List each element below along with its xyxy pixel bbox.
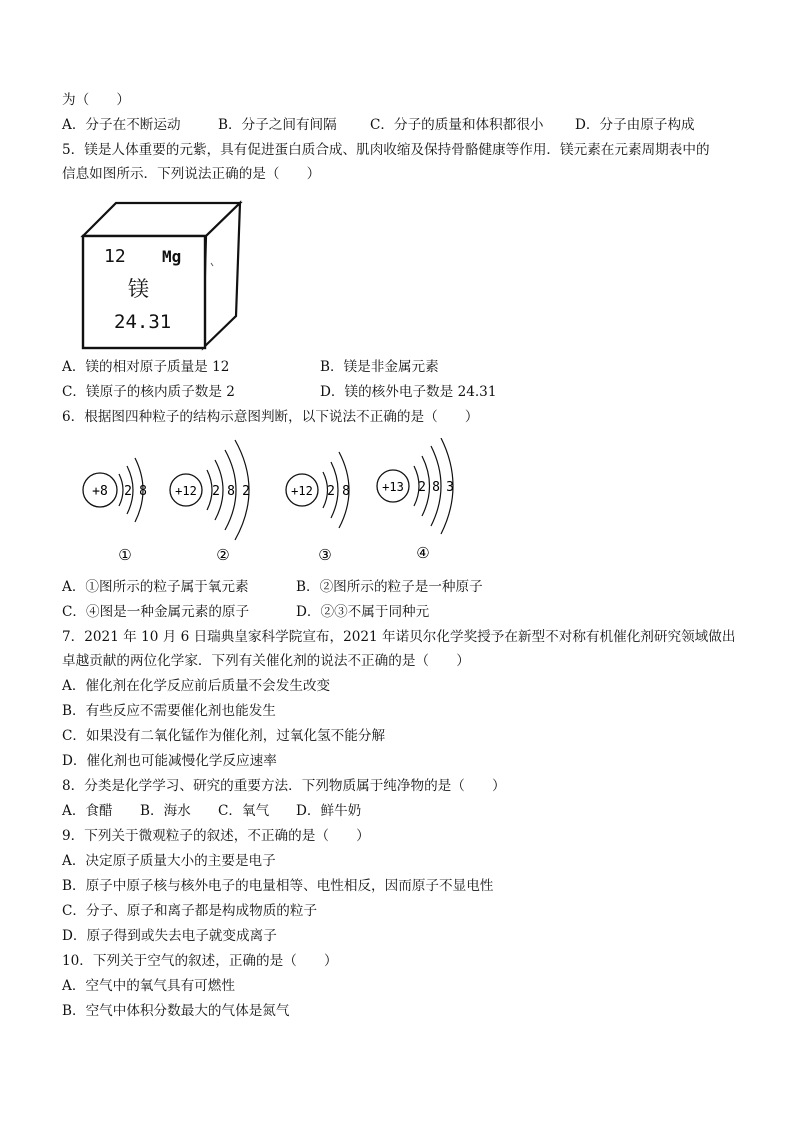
particle-2-shell-3: 2 (242, 484, 250, 499)
particle-1-shell-2: 8 (139, 484, 147, 499)
q7-option-a: A．催化剂在化学反应前后质量不会发生改变 (62, 678, 331, 694)
particle-3-nucleus: +12 (291, 484, 313, 498)
particle-1-label: ① (118, 546, 132, 564)
particle-2-nucleus: +12 (175, 484, 197, 498)
q6-option-b: B．②图所示的粒子是一种原子 (296, 579, 483, 595)
particle-4-nucleus: +13 (382, 480, 404, 494)
element-symbol: Mg (162, 247, 182, 266)
q8-option-c: C．氧气 (218, 803, 270, 819)
particle-1-diagram (83, 458, 147, 564)
q10-option-b: B．空气中体积分数最大的气体是氮气 (62, 1003, 290, 1019)
particle-2-label: ② (216, 546, 230, 564)
particle-3-label: ③ (318, 546, 332, 564)
particle-3-diagram (286, 452, 350, 564)
q7-stem-line2: 卓越贡献的两位化学家．下列有关催化剂的说法不正确的是（ ） (62, 653, 470, 669)
particle-4-label: ④ (416, 544, 430, 562)
particle-1-shell-1: 2 (124, 484, 132, 499)
particle-2-shell-1: 2 (212, 484, 220, 499)
q6-stem: 6．根据图四种粒子的结构示意图判断，以下说法不正确的是（ ） (62, 409, 479, 425)
particle-4-shell-3: 3 (446, 480, 454, 495)
q5-stem-line1: 5．镁是人体重要的元紫，具有促进蛋白质合成、肌肉收缩及保持骨骼健康等作用．镁元素在元素周期表中的 (62, 142, 710, 158)
q10-stem: 10．下列关于空气的叙述，正确的是（ ） (62, 953, 338, 969)
q7-option-b: B．有些反应不需要催化剂也能发生 (62, 703, 276, 719)
particle-3-shell-1: 2 (327, 484, 335, 499)
atomic-structure-diagrams (75, 438, 495, 568)
q8-option-a: A．食醋 (62, 803, 113, 819)
q4-stem-tail: 为（ ） (62, 92, 130, 108)
q4-option-d: D．分子由原子构成 (575, 117, 695, 133)
element-atomic-mass: 24.31 (114, 311, 172, 333)
q8-option-d: D．鲜牛奶 (296, 803, 362, 819)
q4-option-a: A．分子在不断运动 (62, 117, 181, 133)
particle-4-diagram (377, 438, 454, 562)
element-card-figure (78, 198, 248, 353)
q9-option-a: A．决定原子质量大小的主要是电子 (62, 853, 276, 869)
particle-1-nucleus: +8 (92, 484, 108, 499)
element-atomic-number: 12 (104, 246, 126, 267)
particle-4-shell-1: 2 (418, 480, 426, 495)
q7-stem-line1: 7．2021 年 10 月 6 日瑞典皇家科学院宣布，2021 年诺贝尔化学奖授予在新型不对称有机催化剂研究领域做出 (62, 629, 736, 645)
particle-3-shell-2: 8 (342, 484, 350, 499)
q7-option-d: D．催化剂也可能减慢化学反应速率 (62, 753, 277, 769)
q6-option-a: A．①图所示的粒子属于氧元素 (62, 579, 249, 595)
q9-option-d: D．原子得到或失去电子就变成离子 (62, 928, 277, 944)
q9-option-c: C．分子、原子和离子都是构成物质的粒子 (62, 903, 318, 919)
q4-option-b: B．分子之间有间隔 (218, 117, 337, 133)
q5-option-a: A．镁的相对原子质量是 12 (62, 359, 230, 375)
q9-stem: 9．下列关于微观粒子的叙述，不正确的是（ ） (62, 828, 370, 844)
q8-stem: 8．分类是化学学习、研究的重要方法．下列物质属于纯净物的是（ ） (62, 778, 506, 794)
q8-option-b: B．海水 (140, 803, 191, 819)
q10-option-a: A．空气中的氧气具有可燃性 (62, 978, 235, 994)
q6-option-d: D．②③不属于同种元 (296, 604, 430, 620)
q5-option-d: D．镁的核外电子数是 24.31 (320, 384, 497, 400)
q5-stem-line2: 信息如图所示．下列说法正确的是（ ） (62, 166, 321, 182)
q5-option-b: B．镁是非金属元素 (320, 359, 439, 375)
element-name: 镁 (128, 277, 149, 301)
particle-2-shell-2: 8 (227, 484, 235, 499)
q4-option-c: C．分子的质量和体积都很小 (370, 117, 544, 133)
q5-option-c: C．镁原子的核内质子数是 2 (62, 384, 235, 400)
q7-option-c: C．如果没有二氧化锰作为催化剂，过氧化氢不能分解 (62, 728, 386, 744)
q9-option-b: B．原子中原子核与核外电子的电量相等、电性相反，因而原子不显电性 (62, 878, 494, 894)
particle-2-diagram (170, 440, 250, 564)
q6-option-c: C．④图是一种金属元素的原子 (62, 604, 250, 620)
particle-4-shell-2: 8 (432, 480, 440, 495)
